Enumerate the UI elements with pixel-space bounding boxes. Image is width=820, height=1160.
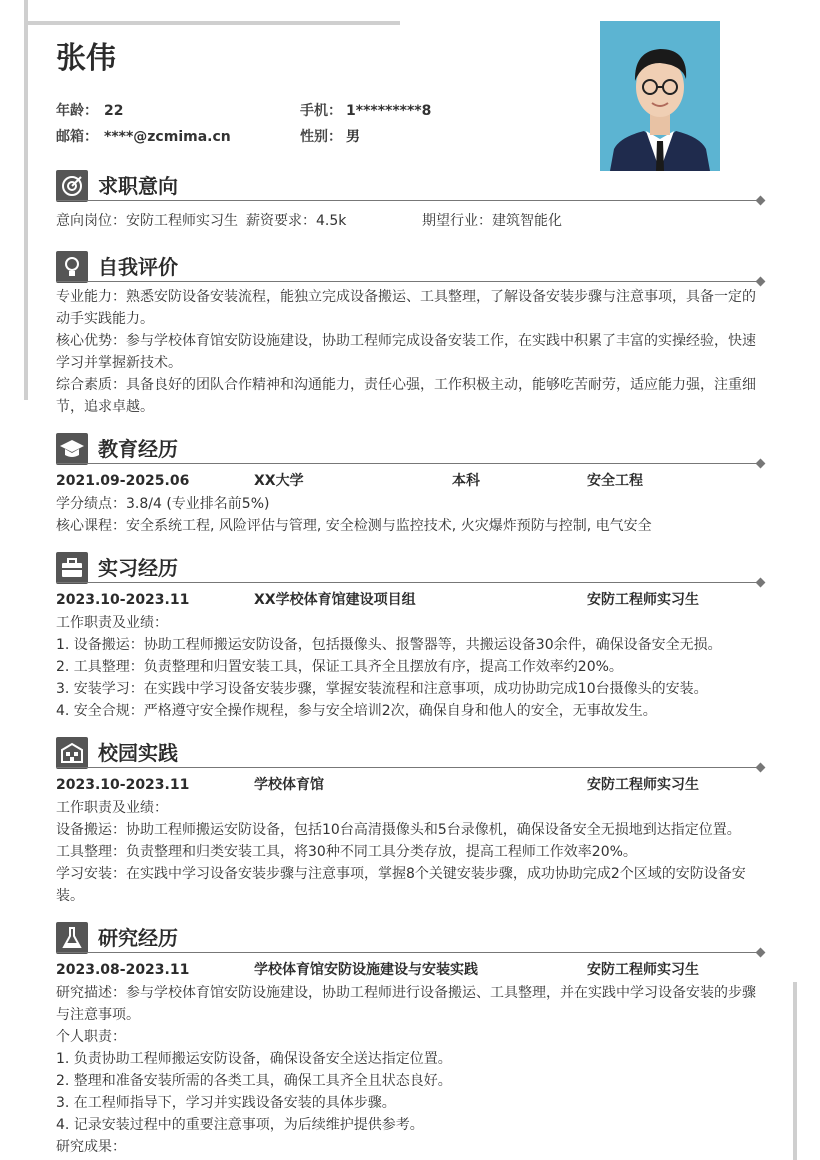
section-research <box>56 922 764 1158</box>
research-line: 研究描述：参与学校体育馆安防设施建设，协助工程师进行设备搬运、工具整理，并在实践中学习设备安装的步骤 <box>56 985 756 1001</box>
research-line: 3. 在工程师指导下，学习并实践设备安装的具体步骤。 <box>56 1095 396 1111</box>
section-title: 校园实践 <box>98 741 178 765</box>
self-eval-line: 专业能力：熟悉安防设备安装流程，能独立完成设备搬运、工具整理，了解设备安装步骤与注意事项，具备一定的 <box>56 289 756 305</box>
building-icon <box>56 737 88 769</box>
section-divider-dot <box>756 763 766 773</box>
internship-period: 2023.10-2023.11 <box>56 592 190 608</box>
flask-icon <box>56 922 88 954</box>
intention-position: 意向岗位：安防工程师实习生 <box>56 213 238 229</box>
self-eval-line: 综合素质：具备良好的团队合作精神和沟通能力，责任心强，工作积极主动，能够吃苦耐劳，适应能力强，注重细 <box>56 377 756 393</box>
section-divider <box>56 281 760 282</box>
section-divider <box>56 200 760 201</box>
section-divider-dot <box>756 196 766 206</box>
gender-field <box>300 126 360 148</box>
phone-field <box>300 100 431 122</box>
campus-line: 学习安装：在实践中学习设备安装步骤与注意事项，掌握8个关键安装步骤，成功协助完成2个区域的安防设备安 <box>56 866 746 882</box>
research-line: 研究成果： <box>56 1139 126 1155</box>
intention-industry: 期望行业：建筑智能化 <box>422 213 562 229</box>
campus-line: 设备搬运：协助工程师搬运安防设备，包括10台高清摄像头和5台录像机，确保设备安全无损地到达指定位置。 <box>56 822 741 838</box>
target-icon <box>56 170 88 202</box>
internship-line: 4. 安全合规：严格遵守安全操作规程，参与安全培训2次，确保自身和他人的安全，无事故发生。 <box>56 703 657 719</box>
campus-line: 装。 <box>56 888 84 904</box>
section-title: 研究经历 <box>98 926 178 950</box>
gender-label: 性别： <box>300 129 342 145</box>
gender-value: 男 <box>346 129 360 145</box>
campus-role: 安防工程师实习生 <box>587 777 699 793</box>
self-eval-line: 动手实践能力。 <box>56 311 154 327</box>
section-self-evaluation <box>56 251 764 418</box>
research-line: 2. 整理和准备安装所需的各类工具，确保工具齐全且状态良好。 <box>56 1073 452 1089</box>
research-project: 学校体育馆安防设施建设与安装实践 <box>254 962 478 978</box>
internship-line: 2. 工具整理：负责整理和归置安装工具，保证工具齐全且摆放有序，提高工作效率约20%。 <box>56 659 623 675</box>
research-period: 2023.08-2023.11 <box>56 962 190 978</box>
decor-bar-top <box>24 21 400 25</box>
section-internship <box>56 552 764 722</box>
age-value: 22 <box>104 103 124 119</box>
email-label: 邮箱： <box>56 129 98 145</box>
decor-bar-right <box>793 982 797 1160</box>
email-field <box>56 126 231 148</box>
section-education <box>56 433 764 537</box>
candidate-name: 张伟 <box>56 41 116 76</box>
internship-line: 3. 安装学习：在实践中学习设备安装步骤，掌握安装流程和注意事项，成功协助完成10台摄像头的安装。 <box>56 681 708 697</box>
phone-label: 手机： <box>300 103 342 119</box>
section-title: 教育经历 <box>98 437 178 461</box>
section-divider <box>56 463 760 464</box>
section-divider <box>56 767 760 768</box>
campus-period: 2023.10-2023.11 <box>56 777 190 793</box>
internship-role: 安防工程师实习生 <box>587 592 699 608</box>
research-line: 与注意事项。 <box>56 1007 140 1023</box>
section-title: 自我评价 <box>98 255 178 279</box>
education-period: 2021.09-2025.06 <box>56 473 190 489</box>
email-value: ****@zcmima.cn <box>104 129 231 145</box>
campus-line: 工具整理：负责整理和归类安装工具，将30种不同工具分类存放，提高工程师工作效率20%。 <box>56 844 637 860</box>
section-divider <box>56 952 760 953</box>
internship-org: XX学校体育馆建设项目组 <box>254 592 416 608</box>
age-label: 年龄： <box>56 103 98 119</box>
section-job-intention <box>56 170 764 233</box>
self-eval-line: 核心优势：参与学校体育馆安防设施建设，协助工程师完成设备安装工作，在实践中积累了丰富的实操经验，快速 <box>56 333 756 349</box>
section-divider-dot <box>756 459 766 469</box>
section-divider-dot <box>756 277 766 287</box>
internship-line: 1. 设备搬运：协助工程师搬运安防设备，包括摄像头、报警器等，共搬运设备30余件，确保设备安全无损。 <box>56 637 722 653</box>
phone-value: 1*********8 <box>346 103 432 119</box>
internship-line: 工作职责及业绩： <box>56 615 168 631</box>
age-field <box>56 100 123 122</box>
briefcase-icon <box>56 552 88 584</box>
section-title: 实习经历 <box>98 556 178 580</box>
education-major: 安全工程 <box>587 473 643 489</box>
section-divider-dot <box>756 578 766 588</box>
research-line: 4. 记录安装过程中的重要注意事项，为后续维护提供参考。 <box>56 1117 424 1133</box>
research-line: 个人职责： <box>56 1029 126 1045</box>
self-eval-line: 学习并掌握新技术。 <box>56 355 182 371</box>
self-eval-line: 节，追求卓越。 <box>56 399 154 415</box>
education-courses: 核心课程：安全系统工程, 风险评估与管理, 安全检测与监控技术, 火灾爆炸预防与控制, 电气安全 <box>56 518 652 534</box>
education-school: XX大学 <box>254 473 304 489</box>
intention-salary: 薪资要求：4.5k <box>246 213 347 229</box>
decor-bar-left <box>24 0 28 400</box>
research-role: 安防工程师实习生 <box>587 962 699 978</box>
campus-line: 工作职责及业绩： <box>56 800 168 816</box>
lightbulb-icon <box>56 251 88 283</box>
research-line: 1. 负责协助工程师搬运安防设备，确保设备安全送达指定位置。 <box>56 1051 452 1067</box>
education-gpa: 学分绩点：3.8/4 (专业排名前5%) <box>56 496 270 512</box>
education-degree: 本科 <box>452 473 480 489</box>
section-divider-dot <box>756 948 766 958</box>
section-divider <box>56 582 760 583</box>
section-title: 求职意向 <box>98 174 178 198</box>
graduation-cap-icon <box>56 433 88 465</box>
profile-photo <box>600 21 720 171</box>
section-campus-practice <box>56 737 764 907</box>
campus-org: 学校体育馆 <box>254 777 324 793</box>
